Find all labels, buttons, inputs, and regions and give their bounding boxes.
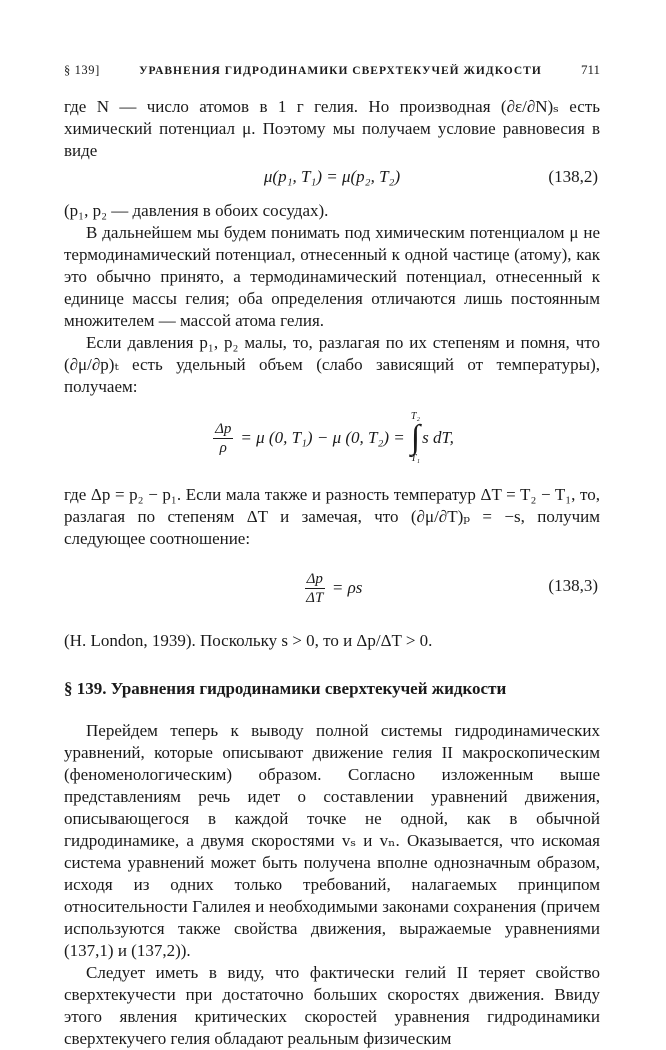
equation-138-3 bbox=[64, 560, 600, 616]
header-running-title: УРАВНЕНИЯ ГИДРОДИНАМИКИ СВЕРХТЕКУЧЕЙ ЖИДКОСТИ bbox=[139, 65, 542, 77]
integrand: s dT, bbox=[422, 428, 454, 447]
integral-lower-limit: T₁ bbox=[410, 453, 420, 464]
fraction-dp-rho bbox=[213, 420, 233, 457]
fraction-denominator: ΔT bbox=[306, 589, 324, 606]
header-section-ref: § 139] bbox=[64, 63, 100, 77]
section-heading: § 139. Уравнения гидродинамики сверхтекучей жидкости bbox=[64, 679, 507, 698]
paragraph-7: Перейдем теперь к выводу полной системы гидродинамических уравнений, которые описывают движение гелия II макроскопическим (феноменологическим) образом. Согласно изложенным выше представлениям речь идет о составлении уравнений движения, описывающегося в каждой точке не одной, как в обычной гидродинамике, а двумя скоростями vₛ и vₙ. Оказывается, что искомая система уравнений может быть получена вполне однозначным образом, исходя из одних только требований, налагаемых принципом относительности Галилея и необходимыми законами сохранения (причем используются также свойства движения, выражаемые уравнениями (137,1) и (137,2)). bbox=[64, 721, 600, 960]
paragraph-6: (H. London, 1939). Поскольку s > 0, то и Δp/ΔT > 0. bbox=[64, 631, 433, 650]
equation-rhs: = ρs bbox=[331, 578, 363, 597]
page-number: 711 bbox=[580, 62, 600, 77]
equation-138-2-number: (138,2) bbox=[548, 167, 598, 186]
equation-rhs: = μ (0, T₁) − μ (0, T₂) = bbox=[240, 428, 405, 447]
paragraph-5: где Δp = p₂ − p₁. Если мала также и разность температур ΔT = T₂ − T₁, то, разлагая по степеням ΔT и замечая, что (∂μ/∂T)ₚ = −s, получим следующее соотношение: bbox=[64, 485, 600, 548]
running-header bbox=[64, 62, 600, 86]
paragraph-1: где N — число атомов в 1 г гелия. Но производная (∂ε/∂N)ₛ есть химический потенциал μ. Поэтому мы получаем условие равновесия в виде bbox=[64, 97, 600, 160]
equation-138-2-formula: μ(p₁, T₁) = μ(p₂, T₂) bbox=[263, 167, 401, 186]
paragraph-2: (p₁, p₂ — давления в обоих сосудах). bbox=[64, 201, 329, 220]
equation-138-2 bbox=[64, 162, 600, 192]
paragraph-8: Следует иметь в виду, что фактически гелий II теряет свойство сверхтекучести при достаточно больших скоростях движения. Ввиду этого явления критических скоростей уравнения гидродинамики сверхтекучего гелия обладают реальным физическим bbox=[64, 963, 600, 1048]
integral-upper-limit: T₂ bbox=[410, 411, 420, 422]
paragraph-4: Если давления p₁, p₂ малы, то, разлагая по их степеням и помня, что (∂μ/∂p)ₜ есть удельный объем (слабо зависящий от температуры), получаем: bbox=[64, 333, 600, 396]
equation-138-3-number: (138,3) bbox=[548, 576, 598, 595]
fraction-dp-dt bbox=[305, 570, 325, 607]
integral-sign: ∫ bbox=[410, 419, 421, 456]
fraction-denominator: ρ bbox=[219, 439, 227, 456]
page bbox=[64, 62, 600, 1050]
fraction-numerator: Δp bbox=[306, 570, 323, 587]
equation-pressure-integral bbox=[64, 398, 600, 478]
fraction-numerator: Δp bbox=[215, 420, 232, 437]
integral bbox=[411, 412, 420, 464]
paragraph-3: В дальнейшем мы будем понимать под химическим потенциалом μ не термодинамический потенциал, отнесенный к одной частице (атому), как это обычно принято, а термодинамический потенциал, отнесенный к единице массы гелия; оба определения отличаются лишь постоянным множителем — массой атома гелия. bbox=[64, 223, 600, 330]
